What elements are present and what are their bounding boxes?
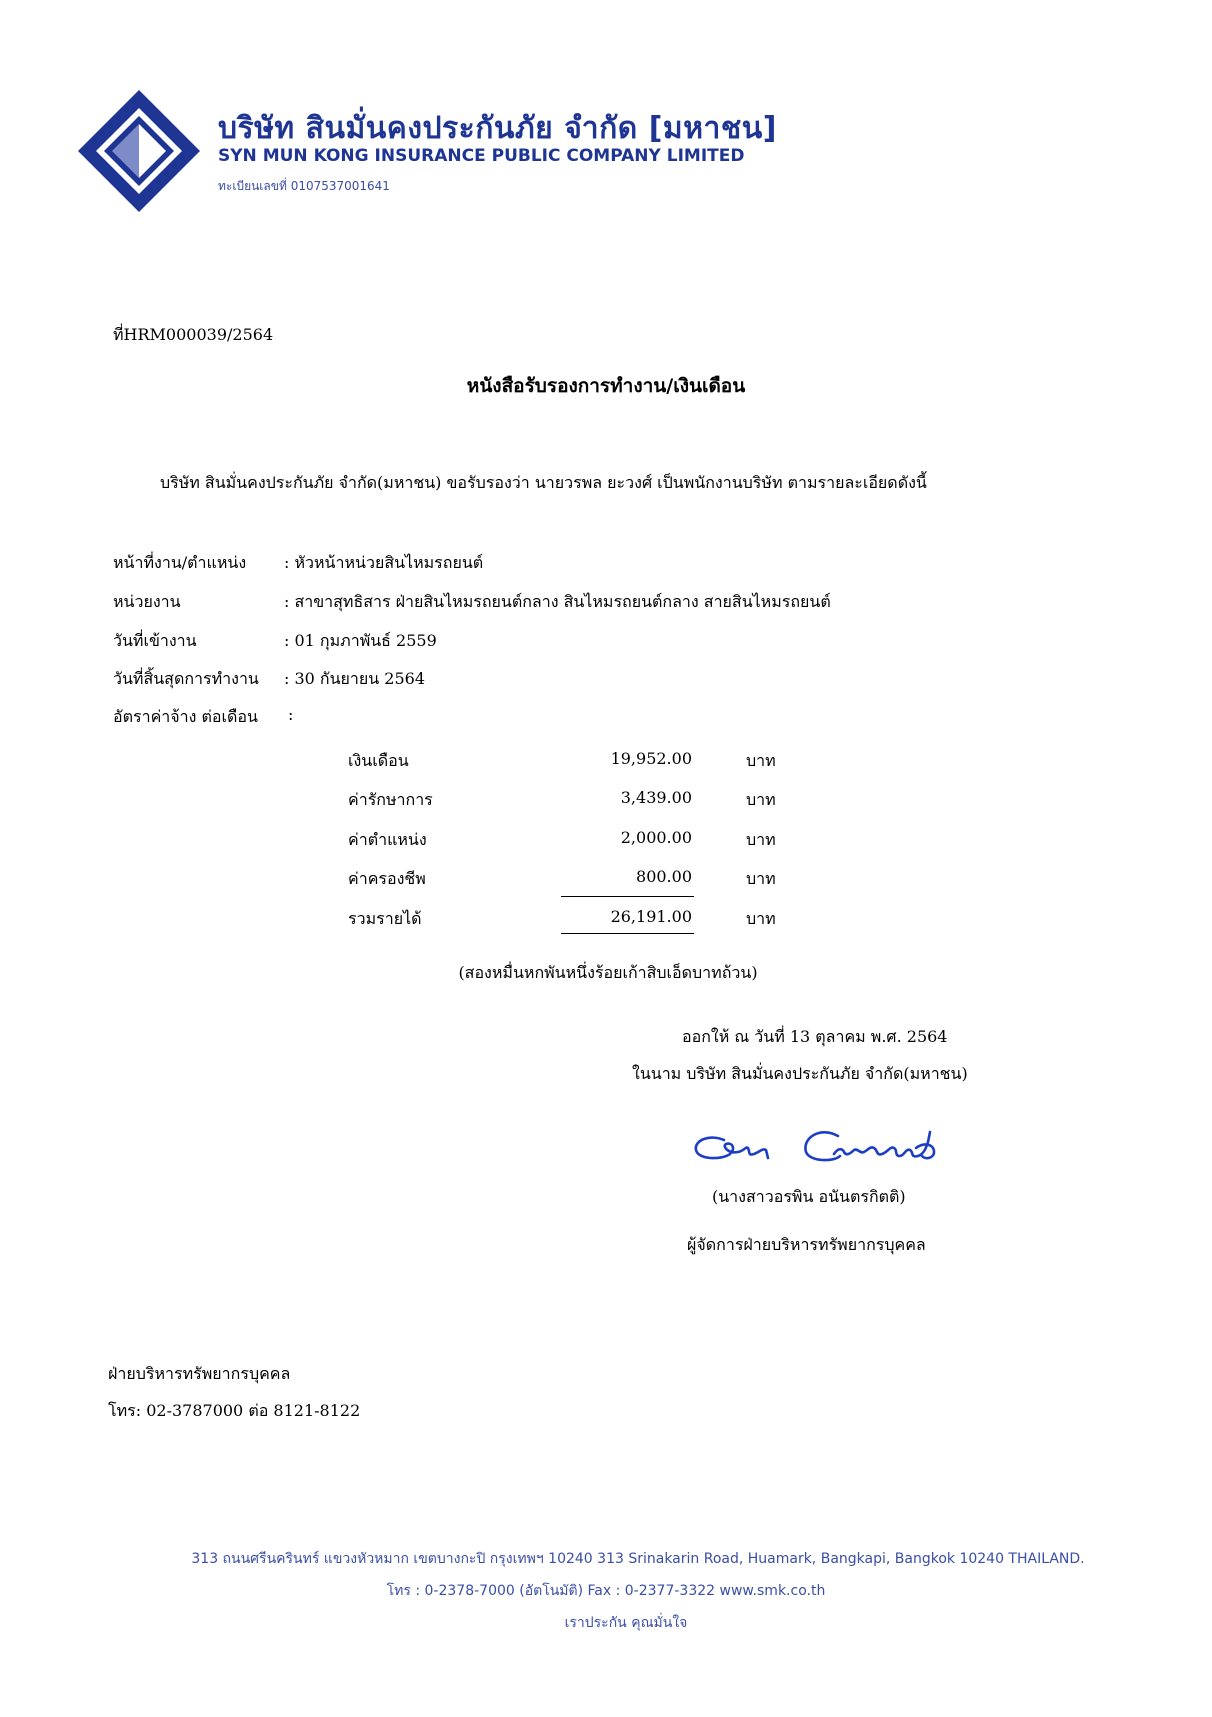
pay-amount-salary: 19,952.00 bbox=[610, 749, 692, 768]
detail-label-end-date: วันที่สิ้นสุดการทำงาน bbox=[113, 669, 259, 688]
company-name-thai: บริษัท สินมั่นคงประกันภัย จำกัด [มหาชน] bbox=[218, 111, 777, 146]
pay-label-cost-of-living: ค่าครองชีพ bbox=[348, 869, 426, 888]
pay-label-total: รวมรายได้ bbox=[348, 909, 422, 928]
pay-amount-cost-of-living: 800.00 bbox=[636, 867, 692, 886]
detail-value-position: : หัวหน้าหน่วยสินไหมรถยนต์ bbox=[284, 553, 484, 572]
pay-label-position-allowance: ค่าตำแหน่ง bbox=[348, 830, 427, 849]
detail-value-department: : สาขาสุทธิสาร ฝ่ายสินไหมรถยนต์กลาง สินไหมรถยนต์กลาง สายสินไหมรถยนต์ bbox=[284, 592, 831, 611]
contact-phone: โทร: 02-3787000 ต่อ 8121-8122 bbox=[108, 1401, 361, 1420]
detail-label-start-date: วันที่เข้างาน bbox=[113, 631, 197, 650]
detail-value-end-date: : 30 กันยายน 2564 bbox=[284, 669, 426, 688]
pay-unit: บาท bbox=[746, 790, 776, 809]
pay-label-salary: เงินเดือน bbox=[348, 751, 409, 770]
amount-in-words: (สองหมื่นหกพันหนึ่งร้อยเก้าสิบเอ็ดบาทถ้วน) bbox=[458, 963, 758, 982]
detail-value-start-date: : 01 กุมภาพันธ์ 2559 bbox=[284, 631, 437, 650]
intro-paragraph: บริษัท สินมั่นคงประกันภัย จำกัด(มหาชน) ขอรับรองว่า นายวรพล ยะวงศ์ เป็นพนักงานบริษัท ตามรายละเอียดดังนี้ bbox=[160, 473, 927, 492]
pay-amount-acting-allowance: 3,439.00 bbox=[620, 788, 692, 807]
company-logo bbox=[76, 88, 202, 214]
footer-slogan: เราประกัน คุณมั่นใจ bbox=[564, 1615, 688, 1631]
footer-phone-fax-web: โทร : 0-2378-7000 (อัตโนมัติ) Fax : 0-2377-3322 www.smk.co.th bbox=[386, 1583, 826, 1599]
pay-unit: บาท bbox=[746, 830, 776, 849]
detail-label-department: หน่วยงาน bbox=[113, 592, 181, 611]
detail-value-wage-rate: : bbox=[288, 705, 294, 724]
pay-unit: บาท bbox=[746, 909, 776, 928]
contact-department: ฝ่ายบริหารทรัพยากรบุคคล bbox=[108, 1364, 291, 1383]
total-rule-bottom bbox=[561, 933, 694, 934]
signature-image bbox=[688, 1118, 958, 1170]
pay-label-acting-allowance: ค่ารักษาการ bbox=[348, 790, 433, 809]
company-name-english: SYN MUN KONG INSURANCE PUBLIC COMPANY LIMITED bbox=[218, 146, 745, 166]
pay-unit: บาท bbox=[746, 869, 776, 888]
detail-label-wage-rate: อัตราค่าจ้าง ต่อเดือน bbox=[113, 707, 258, 726]
pay-unit: บาท bbox=[746, 751, 776, 770]
issue-date: ออกให้ ณ วันที่ 13 ตุลาคม พ.ศ. 2564 bbox=[682, 1027, 948, 1046]
footer-address: 313 ถนนศรีนครินทร์ แขวงหัวหมาก เขตบางกะปิ กรุงเทพฯ 10240 313 Srinakarin Road, Huamark, Bangkapi, Bangkok 10240 THAILAND. bbox=[191, 1551, 1085, 1567]
total-rule-top bbox=[561, 896, 694, 897]
signer-title: ผู้จัดการฝ่ายบริหารทรัพยากรบุคคล bbox=[687, 1235, 926, 1254]
signer-name: (นางสาวอรพิน อนันตรกิตติ) bbox=[712, 1187, 906, 1206]
document-title: หนังสือรับรองการทำงาน/เงินเดือน bbox=[466, 375, 746, 397]
reference-number: ที่HRM000039/2564 bbox=[113, 325, 274, 344]
detail-label-position: หน้าที่งาน/ตำแหน่ง bbox=[113, 553, 247, 572]
on-behalf-of: ในนาม บริษัท สินมั่นคงประกันภัย จำกัด(มหาชน) bbox=[632, 1064, 968, 1083]
company-registration: ทะเบียนเลขที่ 0107537001641 bbox=[218, 179, 390, 193]
pay-amount-position-allowance: 2,000.00 bbox=[620, 828, 692, 847]
pay-amount-total: 26,191.00 bbox=[610, 907, 692, 926]
